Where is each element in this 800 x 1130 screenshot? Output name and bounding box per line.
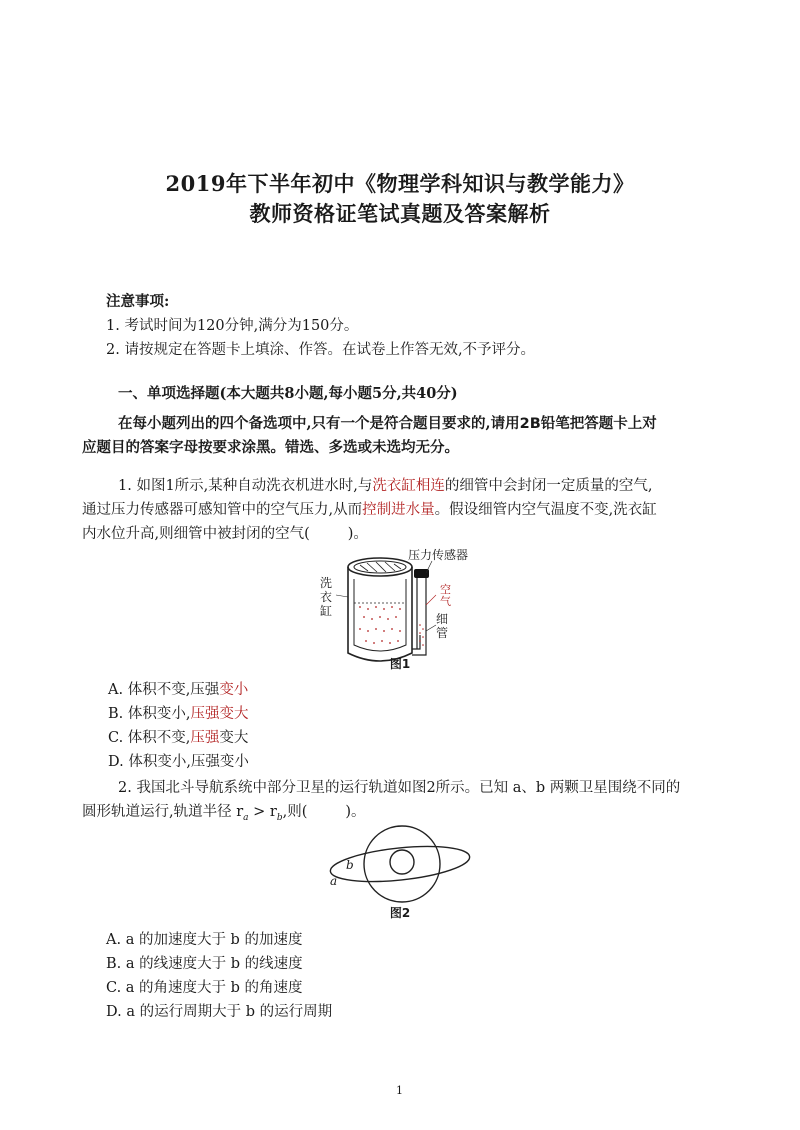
option-text-highlight: 变小	[219, 682, 249, 698]
notes-heading: 注意事项:	[106, 293, 170, 310]
q1-text-highlight: 洗衣缸相连	[372, 478, 445, 494]
lid-hatch	[367, 563, 377, 572]
figure-2-caption: 图2	[389, 906, 411, 920]
label-washing-machine	[320, 576, 334, 618]
instr-text-2b: 请用2B铅笔把答题卡上对	[490, 416, 657, 432]
q2-option-a: A. a 的加速度大于 b 的加速度	[106, 932, 303, 948]
option-text: B. 体积变小,	[108, 706, 191, 722]
label-char: 空	[440, 583, 451, 596]
label-char: 管	[436, 626, 449, 640]
q2-option-b: B. a 的线速度大于 b 的线速度	[106, 956, 303, 972]
q2-option-c: C. a 的角速度大于 b 的角速度	[106, 980, 303, 996]
label-char: 缸	[320, 604, 333, 618]
water	[359, 606, 401, 644]
q2-stem-mid: ,则(	[282, 804, 308, 820]
option-text-highlight: 压强变大	[190, 706, 249, 722]
q1-text: 通过压力传感器可感知管中的空气压力,从而	[82, 502, 363, 518]
label-thin-tube	[436, 612, 450, 640]
q1-text-highlight: 控制进水量	[362, 502, 435, 518]
section-heading: 一、单项选择题(本大题共8小题,每小题5分,共40分)	[118, 385, 458, 402]
q1-line-2	[82, 498, 657, 522]
label-char: 气	[440, 595, 451, 608]
q1-line-3	[82, 522, 368, 546]
option-text: C. 体积不变,	[108, 730, 191, 746]
lid-hatch	[394, 564, 401, 569]
instr-text: 在每小题列出的四个备选项中,只有一个是符合题目要求的,	[118, 415, 491, 432]
q2-option-d: D. a 的运行周期大于 b 的运行周期	[106, 1004, 333, 1020]
q1-option-a	[108, 678, 248, 702]
orbit-label-a: a	[330, 874, 338, 888]
q2-stem: 圆形轨道运行,轨道半径 r	[82, 804, 244, 820]
orbit-label-b: b	[346, 858, 354, 872]
connecting-pipe	[412, 635, 426, 655]
label-char: 衣	[320, 590, 333, 604]
figure-1-caption: 图1	[389, 657, 411, 671]
label-char: 细	[436, 612, 449, 626]
option-text-highlight: 压强	[190, 730, 220, 746]
section-instruction-line-1	[118, 412, 657, 436]
q1-stem: 内水位升高,则细管中被封闭的空气(	[82, 526, 310, 542]
q1-option-d	[108, 750, 249, 774]
q2-stem-end: )。	[345, 804, 366, 820]
label-pressure-sensor: 压力传感器	[408, 548, 469, 562]
q1-text: 1. 如图1所示,某种自动洗衣机进水时,与	[118, 478, 373, 494]
q1-line-1	[118, 474, 653, 498]
figure-1-washing-machine	[310, 545, 480, 670]
q2-compare: > r	[248, 804, 277, 820]
notes-item-2: 2. 请按规定在答题卡上填涂、作答。在试卷上作答无效,不予评分。	[106, 342, 536, 358]
leader-line	[426, 595, 436, 605]
pressure-sensor	[414, 569, 429, 578]
q1-stem-end: )。	[347, 526, 368, 542]
option-text: A. 体积不变,压强	[108, 682, 220, 698]
page-number: 1	[396, 1084, 403, 1097]
orbit-b-circle	[364, 826, 440, 902]
option-text-rest: 变大	[219, 730, 249, 746]
section-instruction-line-2: 应题目的答案字母按要求涂黑。错选、多选或未选均无分。	[82, 439, 459, 456]
lid-hatch	[385, 562, 395, 571]
lid-hatch	[360, 565, 368, 571]
label-air	[440, 584, 452, 608]
q1-text-rest: 的细管中会封闭一定质量的空气,	[444, 478, 653, 494]
earth	[390, 850, 414, 874]
q2-line-1: 2. 我国北斗导航系统中部分卫星的运行轨道如图2所示。已知 a、b 两颗卫星围绕不同的	[118, 780, 681, 796]
q1-text-rest: 。假设细管内空气温度不变,洗衣缸	[434, 502, 657, 518]
lid-hatch	[376, 562, 386, 572]
leader-line	[426, 625, 436, 631]
title-line-2: 教师资格证笔试真题及答案解析	[249, 201, 551, 226]
title-line-1: 2019年下半年初中《物理学科知识与教学能力》	[165, 171, 635, 196]
q1-option-c	[108, 726, 248, 750]
subscript-b: b	[276, 812, 283, 823]
label-char: 洗	[320, 576, 333, 590]
notes-item-1: 1. 考试时间为120分钟,满分为150分。	[106, 318, 359, 334]
leader-line	[336, 595, 348, 597]
option-text: D. 体积变小,压强变小	[108, 754, 249, 770]
q1-option-b	[108, 702, 248, 726]
figure-2-orbits	[320, 822, 480, 904]
connecting-pipe	[412, 635, 420, 649]
subscript-a: a	[243, 812, 249, 823]
